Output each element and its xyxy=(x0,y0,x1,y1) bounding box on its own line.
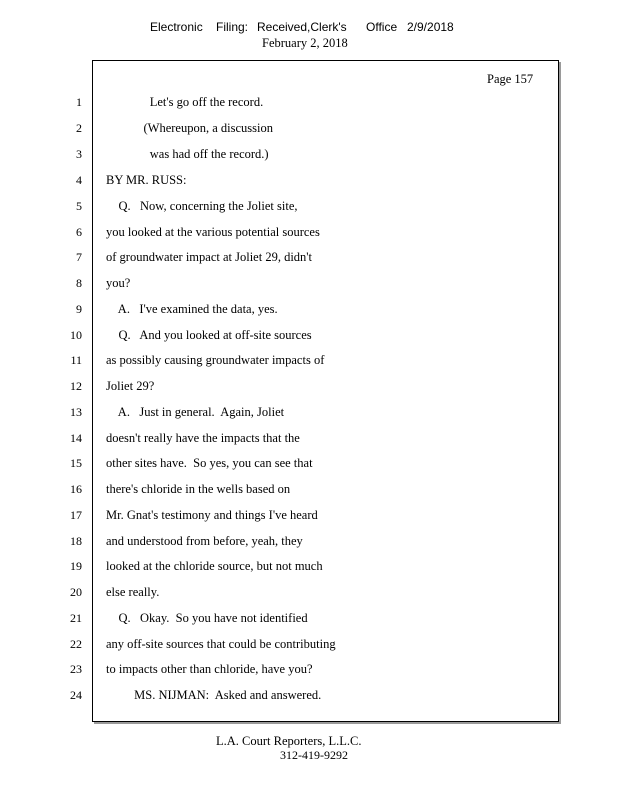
line-number: 10 xyxy=(70,328,82,342)
transcript-line: other sites have. So yes, you can see that xyxy=(106,456,313,470)
line-number: 5 xyxy=(76,199,82,213)
court-reporter-phone: 312-419-9292 xyxy=(280,748,348,762)
line-number: 2 xyxy=(76,121,82,135)
transcript-line: (Whereupon, a discussion xyxy=(106,121,273,135)
transcript-line: Mr. Gnat's testimony and things I've heard xyxy=(106,508,318,522)
filed-date: February 2, 2018 xyxy=(262,36,348,50)
stamp-word: 2/9/2018 xyxy=(407,20,454,34)
transcript-line: you? xyxy=(106,276,131,290)
transcript-line: A. I've examined the data, yes. xyxy=(106,302,278,316)
transcript-line: Q. And you looked at off-site sources xyxy=(106,328,312,342)
transcript-line: and understood from before, yeah, they xyxy=(106,534,303,548)
line-number: 17 xyxy=(70,508,82,522)
line-number: 15 xyxy=(70,456,82,470)
stamp-word: Office xyxy=(366,20,398,34)
transcript-line: Q. Now, concerning the Joliet site, xyxy=(106,199,298,213)
line-number: 1 xyxy=(76,95,82,109)
page-number: Page 157 xyxy=(487,72,534,86)
stamp-word: Electronic xyxy=(150,20,203,34)
transcript-line: as possibly causing groundwater impacts of xyxy=(106,353,325,367)
stamp-word: Received,Clerk's xyxy=(257,20,347,34)
line-number: 20 xyxy=(70,585,82,599)
line-number: 24 xyxy=(70,688,82,702)
stamp-word: Filing: xyxy=(216,20,249,34)
transcript-line: Joliet 29? xyxy=(106,379,155,393)
line-number: 6 xyxy=(76,225,82,239)
line-number: 19 xyxy=(70,559,82,573)
line-number: 22 xyxy=(70,637,82,651)
transcript-line: to impacts other than chloride, have you? xyxy=(106,662,313,676)
transcript-line: Q. Okay. So you have not identified xyxy=(106,611,308,625)
line-number: 23 xyxy=(70,662,82,676)
line-number: 3 xyxy=(76,147,82,161)
transcript-line: of groundwater impact at Joliet 29, didn't xyxy=(106,250,313,264)
line-number: 8 xyxy=(76,276,82,290)
line-number: 7 xyxy=(76,250,82,264)
transcript-line: BY MR. RUSS: xyxy=(106,173,187,187)
line-number: 21 xyxy=(70,611,82,625)
transcript-line: was had off the record.) xyxy=(106,147,269,161)
transcript-line: you looked at the various potential sources xyxy=(106,225,320,239)
transcript-line: Let's go off the record. xyxy=(106,95,264,109)
transcript-line: there's chloride in the wells based on xyxy=(106,482,291,496)
line-number: 9 xyxy=(76,302,82,316)
line-number: 14 xyxy=(70,431,82,445)
transcript-line: MS. NIJMAN: Asked and answered. xyxy=(106,688,322,702)
line-number: 16 xyxy=(70,482,82,496)
line-number: 18 xyxy=(70,534,82,548)
transcript-line: doesn't really have the impacts that the xyxy=(106,431,300,445)
line-number: 11 xyxy=(70,353,82,367)
transcript-line: looked at the chloride source, but not much xyxy=(106,559,323,573)
court-reporter-name: L.A. Court Reporters, L.L.C. xyxy=(216,734,362,748)
line-number: 4 xyxy=(76,173,82,187)
transcript-line: A. Just in general. Again, Joliet xyxy=(106,405,285,419)
line-number: 12 xyxy=(70,379,82,393)
transcript-line: any off-site sources that could be contributing xyxy=(106,637,336,651)
transcript-line: else really. xyxy=(106,585,160,599)
line-number: 13 xyxy=(70,405,82,419)
